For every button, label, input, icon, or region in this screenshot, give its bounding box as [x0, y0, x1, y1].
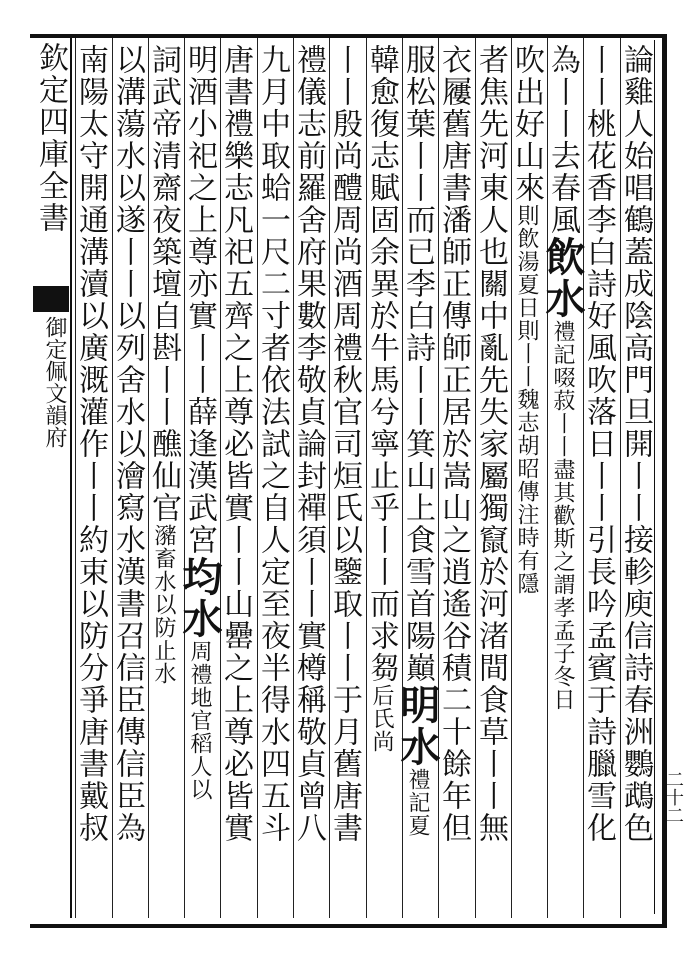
text-column: [581, 44, 618, 914]
column-text: 九月中取蛤一尺二寸者依法試之自人定至夜半得水四五斗: [255, 44, 290, 844]
text-column: [327, 44, 364, 914]
book-title: 御定佩文韻府: [42, 316, 67, 448]
text-column: [291, 44, 328, 914]
text-column: [509, 44, 546, 914]
column-text: 丨丨殷尚醴周尚酒周禮秋官司烜氏以鑒取丨丨于月舊唐書: [327, 44, 362, 844]
collection-title: 欽定四庫全書: [33, 42, 68, 234]
text-column: [436, 44, 473, 914]
annotation-text: 則飲湯夏日則丨丨魏志胡昭傳注時有隱: [514, 204, 539, 595]
text-column: [176, 44, 223, 914]
text-column: [364, 44, 401, 914]
page-number: 二十二: [663, 770, 684, 824]
column-text: 丨丨桃花香李白詩好風吹落日丨丨引長吟孟賓于詩臘雪化: [581, 44, 616, 844]
text-column: [618, 44, 655, 914]
annotation-text: 禮記啜菽丨丨盡其歡斯之謂孝孟子冬日: [550, 320, 575, 711]
text-column: [73, 44, 110, 914]
column-text: 論雞人始唱鶴蓋成陰高門旦開丨丨接軫庾信詩春洲鸚鵡色: [618, 44, 653, 844]
column-text: 以溝蕩水以遂丨丨以列舍水以澮寫水漢書召信臣傳信臣為: [110, 44, 145, 844]
text-column: [146, 44, 183, 914]
column-text: 衣屨舊唐書潘師正傳師正居於嵩山之逍遙谷積二十餘年但: [436, 44, 471, 844]
entry-headword: 明水: [394, 684, 441, 768]
entry-headword: 飲水: [539, 236, 586, 320]
text-column: [394, 44, 441, 914]
column-text: 服松葉丨丨而已李白詩丨丨箕山上食雪首陽巔: [400, 44, 435, 684]
text-column: [218, 44, 255, 914]
entry-headword: 均水: [176, 556, 223, 640]
annotation-text: 禮記夏: [405, 768, 430, 837]
column-text: 者焦先河東人也關中亂先失家屬獨竄於河渚間食草丨丨無: [473, 44, 508, 844]
text-column: [539, 44, 586, 914]
column-text: 明酒小祀之上尊亦實丨丨薛逢漢武宮: [182, 44, 217, 556]
text-column: [110, 44, 147, 914]
column-text: 為丨丨去春風: [545, 44, 580, 236]
column-text: 韓愈復志賦固余異於牛馬兮寧止乎丨丨而求芻: [364, 44, 399, 684]
annotation-text: 周禮地官稻人以: [187, 640, 212, 801]
column-text: 南陽太守開通溝瀆以廣溉灌作丨丨約束以防分爭唐書戴叔: [73, 44, 108, 844]
fishtail-mark: [33, 286, 69, 312]
text-column: [473, 44, 510, 914]
column-text: 唐書禮樂志凡祀五齊之上尊必皆實丨丨山罍之上尊必皆實: [218, 44, 253, 844]
column-text: 詞武帝清齋夜築壇自斟丨丨醮仙官: [146, 44, 181, 524]
column-text: 吹出好山來: [509, 44, 544, 204]
text-column: [255, 44, 292, 914]
column-text: 禮儀志前羅舍府果數李敬貞論封禪須丨丨實樽稱敬貞曾八: [291, 44, 326, 844]
annotation-text: 瀦畜水以防止水: [151, 524, 176, 685]
annotation-text: 后氏尚: [369, 684, 394, 753]
